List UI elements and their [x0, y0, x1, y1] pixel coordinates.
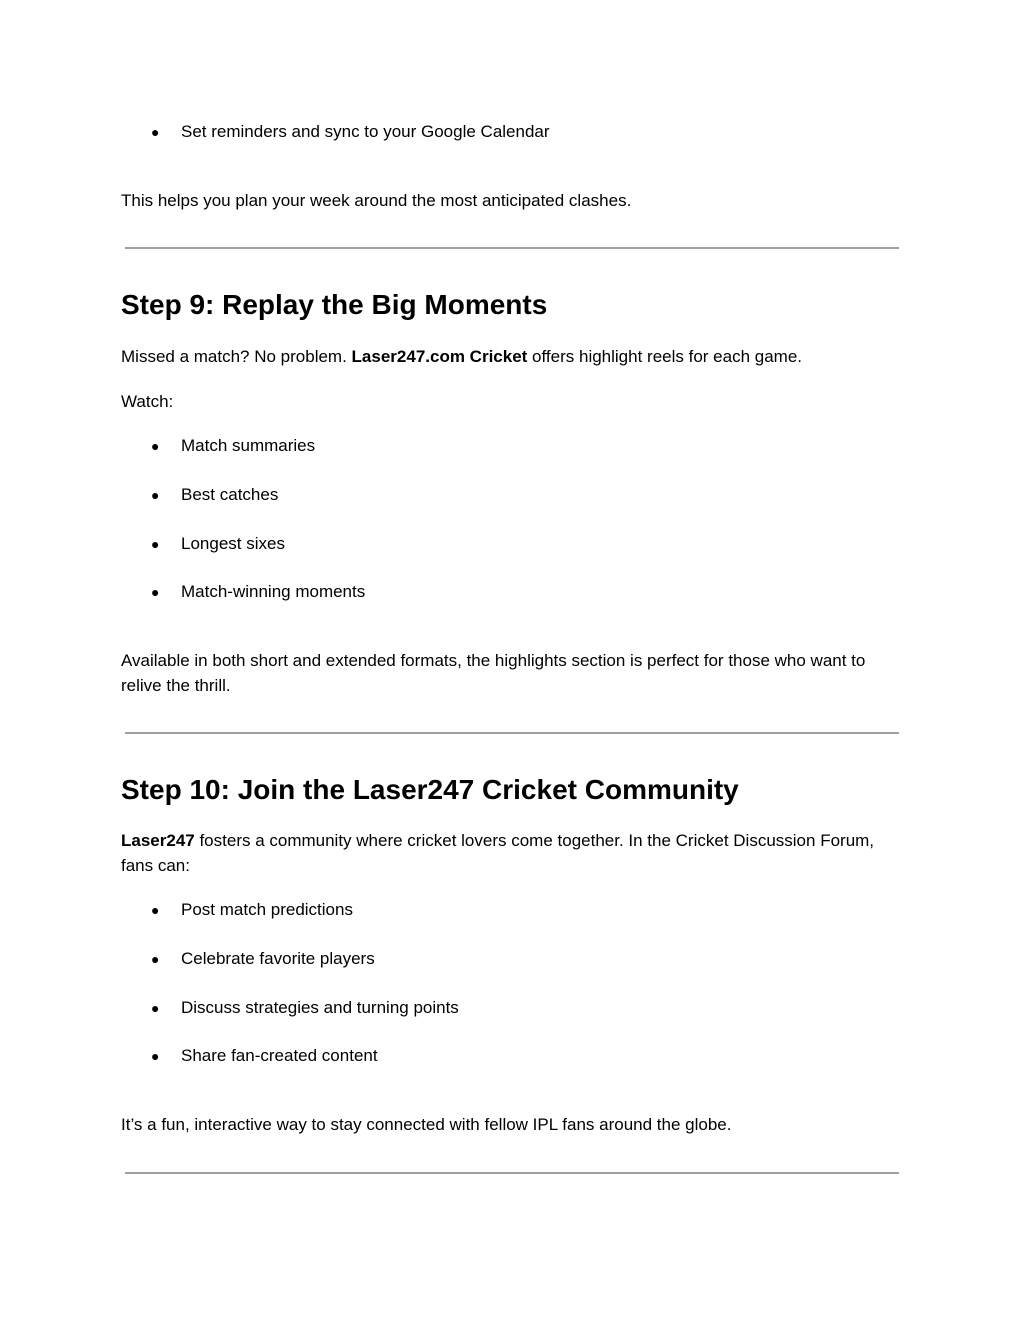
step10-heading: Step 10: Join the Laser247 Cricket Community: [121, 774, 739, 805]
bullet-icon: ●: [151, 1000, 160, 1016]
bullet-icon: ●: [151, 124, 160, 140]
bullet-icon: ●: [151, 438, 160, 454]
step10-intro: Laser247 fosters a community where cricket lovers come together. In the Cricket Discussion Forum, fans can:: [121, 831, 875, 875]
bullet-icon: ●: [151, 951, 160, 967]
brand-name: Laser247.com Cricket: [351, 347, 528, 366]
list-item: ● Best catches: [151, 482, 278, 508]
bullet-icon: ●: [151, 902, 160, 918]
brand-name: Laser247: [121, 831, 195, 850]
list-item: ● Celebrate favorite players: [151, 946, 375, 972]
bullet-icon: ●: [151, 487, 160, 503]
list-item: ● Match-winning moments: [151, 579, 365, 605]
list-item: ● Post match predictions: [151, 897, 353, 923]
bullet-icon: ●: [151, 536, 160, 552]
list-item: ● Share fan-created content: [151, 1043, 378, 1069]
horizontal-rule: [125, 1172, 899, 1174]
plan-paragraph: This helps you plan your week around the most anticipated clashes.: [121, 191, 632, 210]
list-item: ● Match summaries: [151, 433, 315, 459]
step9-outro: Available in both short and extended formats, the highlights section is perfect for those who want to relive the thrill.: [121, 651, 866, 695]
bullet-icon: ●: [151, 1048, 160, 1064]
list-item: ● Discuss strategies and turning points: [151, 995, 459, 1021]
step9-intro: Missed a match? No problem. Laser247.com Cricket offers highlight reels for each game.: [121, 347, 803, 366]
horizontal-rule: [125, 247, 899, 249]
step9-heading: Step 9: Replay the Big Moments: [121, 289, 548, 320]
step10-outro: It’s a fun, interactive way to stay connected with fellow IPL fans around the globe.: [121, 1115, 732, 1134]
bullet-icon: ●: [151, 584, 160, 600]
horizontal-rule: [125, 732, 899, 734]
list-item: ● Longest sixes: [151, 531, 285, 557]
list-item: ● Set reminders and sync to your Google Calendar: [151, 119, 550, 145]
watch-label: Watch:: [121, 392, 174, 411]
